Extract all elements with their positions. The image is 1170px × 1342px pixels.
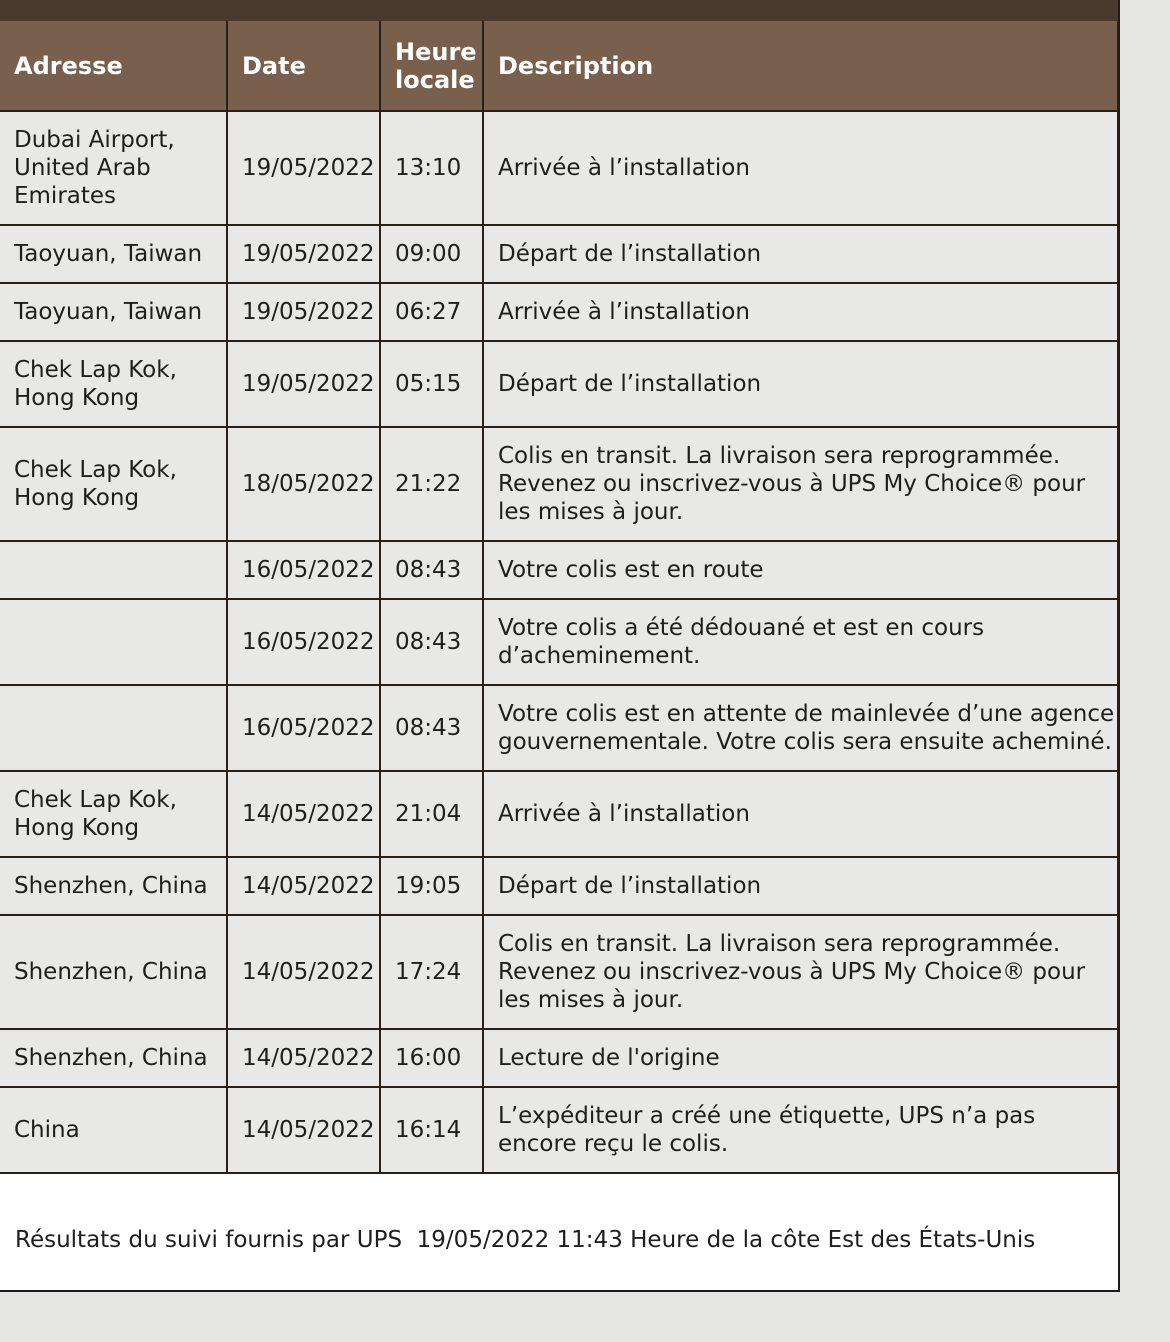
table-row: [0, 771, 1118, 857]
cell-address: Shenzhen, China: [0, 857, 227, 915]
cell-time: 16:14: [380, 1087, 483, 1173]
cell-time: 13:10: [380, 111, 483, 225]
cell-date: 16/05/2022: [227, 541, 380, 599]
cell-time: 21:22: [380, 427, 483, 541]
cell-description: Arrivée à l’installation: [483, 283, 1118, 341]
table-row: [0, 111, 1118, 225]
cell-time: 17:24: [380, 915, 483, 1029]
cell-date: 19/05/2022: [227, 225, 380, 283]
cell-address: Taoyuan, Taiwan: [0, 225, 227, 283]
cell-date: 18/05/2022: [227, 427, 380, 541]
cell-address: Shenzhen, China: [0, 1029, 227, 1087]
cell-time: 19:05: [380, 857, 483, 915]
cell-date: 16/05/2022: [227, 599, 380, 685]
cell-time: 08:43: [380, 541, 483, 599]
cell-date: 19/05/2022: [227, 341, 380, 427]
header-description: Description: [483, 21, 1118, 111]
cell-address: Chek Lap Kok, Hong Kong: [0, 341, 227, 427]
table-row: [0, 283, 1118, 341]
header-local-time-line1: Heure: [395, 37, 477, 66]
cell-time: 16:00: [380, 1029, 483, 1087]
tracking-table: [0, 21, 1119, 1174]
header-local-time-line2: locale: [395, 65, 475, 94]
cell-address: Taoyuan, Taiwan: [0, 283, 227, 341]
table-row: [0, 225, 1118, 283]
cell-description: Arrivée à l’installation: [483, 771, 1118, 857]
cell-time: 09:00: [380, 225, 483, 283]
cell-date: 14/05/2022: [227, 771, 380, 857]
cell-description: L’expéditeur a créé une étiquette, UPS n’a pas encore reçu le colis.: [483, 1087, 1118, 1173]
cell-address: Shenzhen, China: [0, 915, 227, 1029]
cell-description: Lecture de l'origine: [483, 1029, 1118, 1087]
table-row: [0, 541, 1118, 599]
cell-description: Départ de l’installation: [483, 225, 1118, 283]
cell-date: 14/05/2022: [227, 1087, 380, 1173]
cell-description: Départ de l’installation: [483, 341, 1118, 427]
cell-description: Votre colis est en route: [483, 541, 1118, 599]
cell-time: 08:43: [380, 685, 483, 771]
cell-address: Chek Lap Kok, Hong Kong: [0, 771, 227, 857]
top-bar: [0, 0, 1118, 23]
cell-description: Arrivée à l’installation: [483, 111, 1118, 225]
header-date: Date: [227, 21, 380, 111]
cell-address: [0, 541, 227, 599]
cell-date: 14/05/2022: [227, 1029, 380, 1087]
cell-description: Votre colis est en attente de mainlevée d’une agence gouvernementale. Votre colis sera ensuite acheminé.: [483, 685, 1118, 771]
cell-address: [0, 685, 227, 771]
cell-date: 19/05/2022: [227, 111, 380, 225]
cell-date: 14/05/2022: [227, 857, 380, 915]
table-row: [0, 341, 1118, 427]
footer-tracking-source: Résultats du suivi fournis par UPS 19/05/2022 11:43 Heure de la côte Est des États-Unis: [15, 1227, 1036, 1253]
table-row: [0, 599, 1118, 685]
table-row: [0, 1029, 1118, 1087]
table-row: [0, 427, 1118, 541]
cell-time: 06:27: [380, 283, 483, 341]
table-row: [0, 685, 1118, 771]
cell-date: 16/05/2022: [227, 685, 380, 771]
table-header-row: [0, 21, 1118, 111]
header-address: Adresse: [0, 21, 227, 111]
cell-date: 14/05/2022: [227, 915, 380, 1029]
cell-address: Dubai Airport, United Arab Emirates: [0, 111, 227, 225]
cell-date: 19/05/2022: [227, 283, 380, 341]
cell-address: Chek Lap Kok, Hong Kong: [0, 427, 227, 541]
header-local-time: [380, 21, 483, 111]
table-row: [0, 857, 1118, 915]
cell-address: [0, 599, 227, 685]
cell-time: 05:15: [380, 341, 483, 427]
cell-description: Départ de l’installation: [483, 857, 1118, 915]
cell-time: 08:43: [380, 599, 483, 685]
cell-description: Colis en transit. La livraison sera reprogrammée. Revenez ou inscrivez-vous à UPS My Choice® pour les mises à jour.: [483, 427, 1118, 541]
cell-description: Colis en transit. La livraison sera reprogrammée. Revenez ou inscrivez-vous à UPS My Choice® pour les mises à jour.: [483, 915, 1118, 1029]
cell-address: China: [0, 1087, 227, 1173]
cell-time: 21:04: [380, 771, 483, 857]
cell-description: Votre colis a été dédouané et est en cours d’acheminement.: [483, 599, 1118, 685]
table-row: [0, 1087, 1118, 1173]
table-row: [0, 915, 1118, 1029]
